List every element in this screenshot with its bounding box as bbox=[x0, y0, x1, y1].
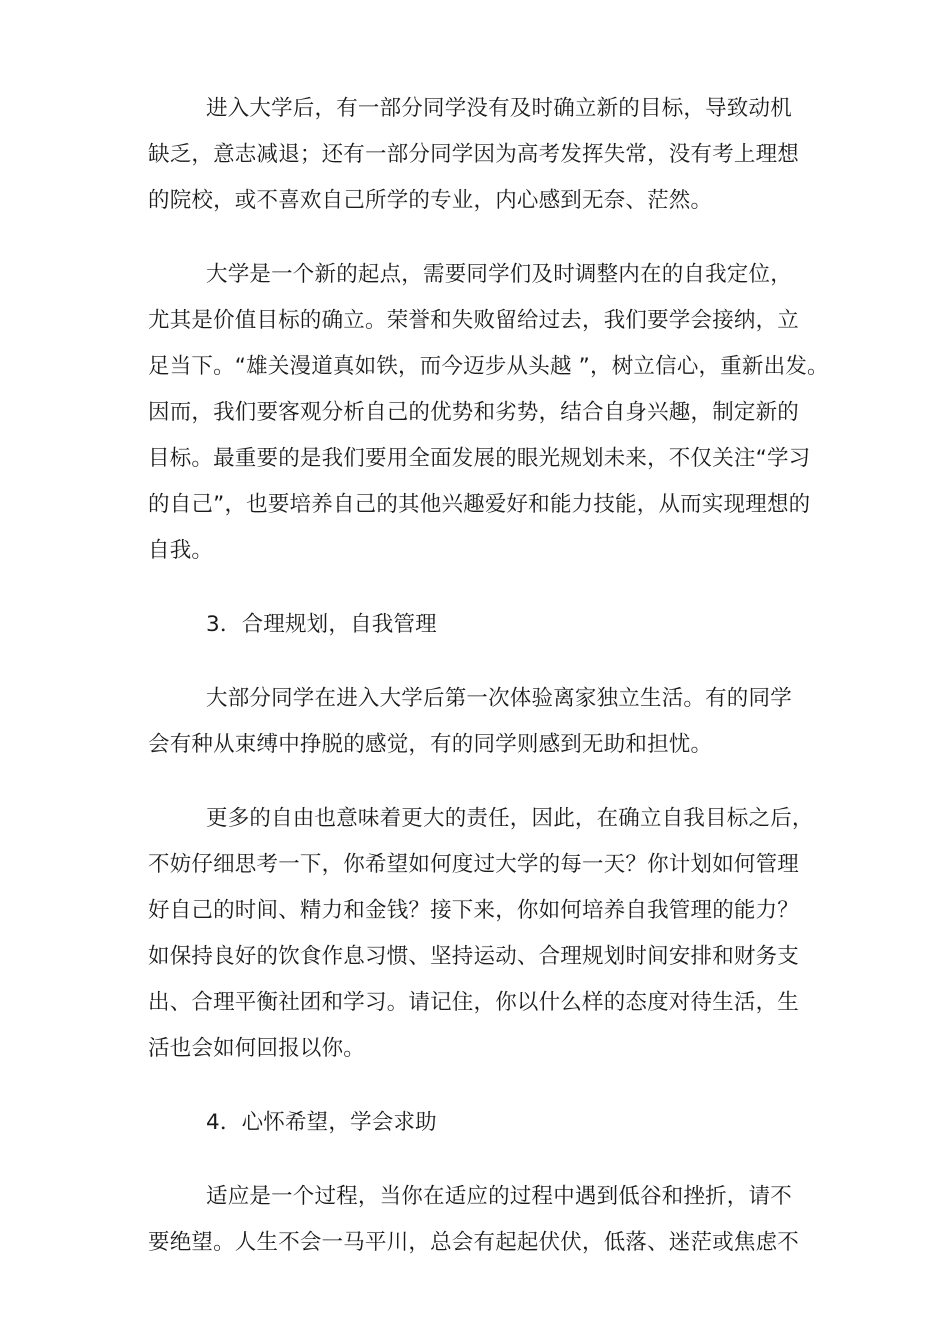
paragraph-line: 进入大学后，有一部分同学没有及时确立新的目标，导致动机 bbox=[206, 96, 792, 121]
section-heading bbox=[148, 1100, 810, 1146]
paragraph-line: 足当下。“雄关漫道真如铁，而今迈步从头越 ”，树立信心，重新出发。 bbox=[148, 354, 829, 379]
paragraph-line: 活也会如何回报以你。 bbox=[148, 1036, 366, 1061]
paragraph-line: 因而，我们要客观分析自己的优势和劣势，结合自身兴趣，制定新的 bbox=[148, 400, 800, 425]
paragraph-line: 自我。 bbox=[148, 538, 214, 563]
paragraph-line: 要绝望。人生不会一马平川，总会有起起伏伏，低落、迷茫或焦虑不 bbox=[148, 1230, 800, 1255]
paragraph-line: 不妨仔细思考一下，你希望如何度过大学的每一天？你计划如何管理 bbox=[148, 852, 800, 877]
section-heading bbox=[148, 602, 810, 648]
paragraph-line: 如保持良好的饮食作息习惯、坚持运动、合理规划时间安排和财务支 bbox=[148, 944, 800, 969]
paragraph bbox=[148, 86, 810, 224]
paragraph-line: 会有种从束缚中挣脱的感觉，有的同学则感到无助和担忧。 bbox=[148, 732, 713, 757]
paragraph-line: 大部分同学在进入大学后第一次体验离家独立生活。有的同学 bbox=[206, 686, 792, 711]
paragraph bbox=[148, 796, 814, 1072]
section-heading-text: 3．合理规划，自我管理 bbox=[206, 612, 437, 637]
document-body bbox=[148, 86, 829, 1266]
paragraph bbox=[148, 252, 829, 574]
paragraph bbox=[148, 1174, 810, 1266]
paragraph-line: 的院校，或不喜欢自己所学的专业，内心感到无奈、茫然。 bbox=[148, 188, 713, 213]
paragraph-line: 更多的自由也意味着更大的责任，因此，在确立自我目标之后， bbox=[206, 806, 814, 831]
paragraph-line: 大学是一个新的起点，需要同学们及时调整内在的自我定位， bbox=[206, 262, 792, 287]
paragraph bbox=[148, 676, 810, 768]
paragraph-line: 的自己”，也要培养自己的其他兴趣爱好和能力技能，从而实现理想的 bbox=[148, 492, 811, 517]
paragraph-line: 好自己的时间、精力和金钱？接下来，你如何培养自我管理的能力？ bbox=[148, 898, 800, 923]
paragraph-line: 目标。最重要的是我们要用全面发展的眼光规划未来，不仅关注“学习 bbox=[148, 446, 811, 471]
paragraph-line: 适应是一个过程，当你在适应的过程中遇到低谷和挫折，请不 bbox=[206, 1184, 792, 1209]
paragraph-line: 出、合理平衡社团和学习。请记住，你以什么样的态度对待生活，生 bbox=[148, 990, 800, 1015]
paragraph-line: 缺乏，意志减退；还有一部分同学因为高考发挥失常，没有考上理想 bbox=[148, 142, 800, 167]
paragraph-line: 尤其是价值目标的确立。荣誉和失败留给过去，我们要学会接纳，立 bbox=[148, 308, 800, 333]
section-heading-text: 4．心怀希望，学会求助 bbox=[206, 1110, 437, 1135]
